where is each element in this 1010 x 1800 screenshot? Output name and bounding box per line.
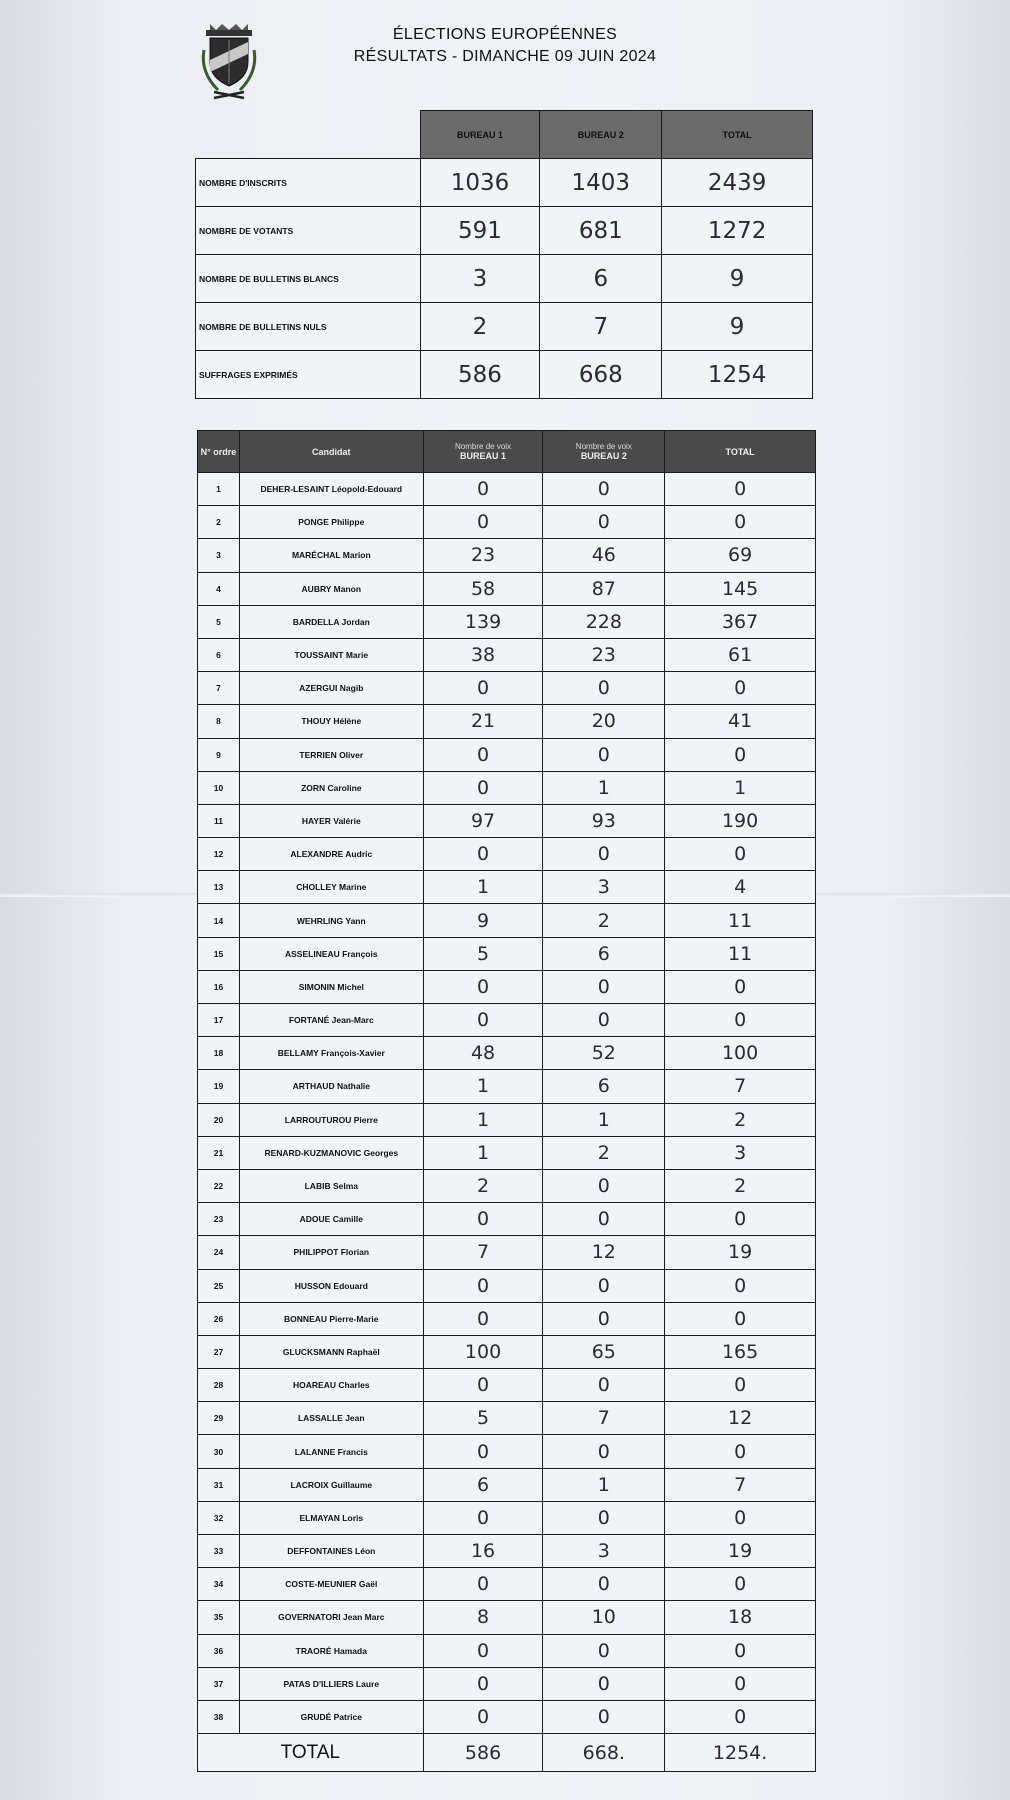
candidate-number: 15	[198, 937, 240, 970]
candidate-number: 3	[198, 539, 240, 572]
votes-b2: 3	[543, 871, 665, 904]
col-votes-total: TOTAL	[665, 431, 816, 473]
votes-b1: 21	[423, 705, 543, 738]
candidate-row	[198, 1335, 816, 1368]
votes-b2: 2	[543, 904, 665, 937]
votes-b1: 0	[423, 1568, 543, 1601]
votes-total: 1	[665, 771, 816, 804]
summary-b1: 586	[420, 351, 540, 399]
votes-b2: 0	[543, 1501, 665, 1534]
votes-b2: 0	[543, 1435, 665, 1468]
col-bureau-1: BUREAU 1	[420, 111, 540, 159]
candidate-row	[198, 506, 816, 539]
candidate-number: 34	[198, 1568, 240, 1601]
votes-b2-label: BUREAU 2	[580, 451, 627, 461]
candidate-number: 33	[198, 1535, 240, 1568]
votes-b1: 5	[423, 1402, 543, 1435]
votes-b2: 52	[543, 1037, 665, 1070]
candidate-number: 35	[198, 1601, 240, 1634]
summary-total: 2439	[662, 159, 813, 207]
candidate-row	[198, 672, 816, 705]
candidate-row	[198, 1435, 816, 1468]
candidate-number: 2	[198, 506, 240, 539]
votes-label: Nombre de voix	[575, 442, 632, 451]
votes-b2: 0	[543, 1169, 665, 1202]
votes-total: 0	[665, 1004, 816, 1037]
candidate-number: 6	[198, 638, 240, 671]
votes-total: 61	[665, 638, 816, 671]
votes-b2: 20	[543, 705, 665, 738]
document-title: ÉLECTIONS EUROPÉENNES	[392, 26, 618, 43]
total-label: TOTAL	[198, 1734, 424, 1772]
votes-b1: 0	[423, 1269, 543, 1302]
votes-b1: 58	[423, 572, 543, 605]
candidate-row	[198, 1136, 816, 1169]
candidate-row	[198, 904, 816, 937]
votes-total: 0	[665, 1667, 816, 1700]
votes-b1: 0	[423, 738, 543, 771]
votes-total: 0	[665, 506, 816, 539]
candidate-row	[198, 705, 816, 738]
candidate-results-table	[197, 430, 816, 1772]
summary-total: 9	[662, 255, 813, 303]
candidate-name: SIMONIN Michel	[239, 970, 423, 1003]
candidate-row	[198, 1236, 816, 1269]
candidate-number: 32	[198, 1501, 240, 1534]
votes-label: Nombre de voix	[455, 442, 512, 451]
votes-b1: 0	[423, 1501, 543, 1534]
candidate-name: PHILIPPOT Florian	[239, 1236, 423, 1269]
candidate-name: MARÉCHAL Marion	[239, 539, 423, 572]
candidate-name: LARROUTUROU Pierre	[239, 1103, 423, 1136]
votes-b2: 46	[543, 539, 665, 572]
candidate-number: 8	[198, 705, 240, 738]
candidate-number: 14	[198, 904, 240, 937]
candidate-number: 37	[198, 1667, 240, 1700]
votes-b2: 6	[543, 937, 665, 970]
candidate-number: 30	[198, 1435, 240, 1468]
summary-row	[196, 351, 813, 399]
candidate-name: WEHRLING Yann	[239, 904, 423, 937]
votes-total: 0	[665, 1568, 816, 1601]
votes-total: 165	[665, 1335, 816, 1368]
candidate-name: DEHER-LESAINT Léopold-Edouard	[239, 473, 423, 506]
candidate-row	[198, 1070, 816, 1103]
candidate-name: AZERGUI Nagib	[239, 672, 423, 705]
candidate-number: 12	[198, 838, 240, 871]
candidate-name: DEFFONTAINES Léon	[239, 1535, 423, 1568]
votes-b2: 0	[543, 1634, 665, 1667]
candidate-name: COSTE-MEUNIER Gaël	[239, 1568, 423, 1601]
votes-total: 12	[665, 1402, 816, 1435]
votes-b2: 0	[543, 838, 665, 871]
votes-total: 0	[665, 1269, 816, 1302]
candidate-name: AUBRY Manon	[239, 572, 423, 605]
votes-total: 145	[665, 572, 816, 605]
candidate-row	[198, 838, 816, 871]
summary-b2: 6	[540, 255, 662, 303]
votes-b1: 8	[423, 1601, 543, 1634]
votes-total: 0	[665, 1501, 816, 1534]
candidate-number: 18	[198, 1037, 240, 1070]
candidate-number: 21	[198, 1136, 240, 1169]
votes-b2: 0	[543, 1700, 665, 1733]
candidate-row	[198, 539, 816, 572]
candidate-name: HUSSON Edouard	[239, 1269, 423, 1302]
summary-total: 1272	[662, 207, 813, 255]
candidate-number: 22	[198, 1169, 240, 1202]
votes-b2: 0	[543, 1369, 665, 1402]
summary-row	[196, 159, 813, 207]
candidate-number: 28	[198, 1369, 240, 1402]
candidate-name: BONNEAU Pierre-Marie	[239, 1302, 423, 1335]
votes-b2: 2	[543, 1136, 665, 1169]
votes-b1: 0	[423, 1435, 543, 1468]
votes-b1: 23	[423, 539, 543, 572]
candidate-name: TRAORÉ Hamada	[239, 1634, 423, 1667]
candidate-row	[198, 970, 816, 1003]
votes-b2: 23	[543, 638, 665, 671]
summary-b1: 591	[420, 207, 540, 255]
candidate-number: 17	[198, 1004, 240, 1037]
candidate-row	[198, 1037, 816, 1070]
votes-total: 11	[665, 937, 816, 970]
candidate-row	[198, 804, 816, 837]
votes-b1: 0	[423, 1700, 543, 1733]
votes-b1: 16	[423, 1535, 543, 1568]
votes-b1: 7	[423, 1236, 543, 1269]
candidate-name: TOUSSAINT Marie	[239, 638, 423, 671]
candidate-number: 23	[198, 1203, 240, 1236]
votes-total: 100	[665, 1037, 816, 1070]
summary-label: NOMBRE D'INSCRITS	[196, 159, 421, 207]
votes-b1: 0	[423, 1004, 543, 1037]
summary-label: NOMBRE DE BULLETINS NULS	[196, 303, 421, 351]
candidate-number: 16	[198, 970, 240, 1003]
candidate-number: 36	[198, 1634, 240, 1667]
candidate-number: 25	[198, 1269, 240, 1302]
document-subtitle: RÉSULTATS - DIMANCHE 09 JUIN 2024	[353, 48, 657, 65]
col-votes-b2	[543, 431, 665, 473]
candidate-name: RENARD-KUZMANOVIC Georges	[239, 1136, 423, 1169]
candidate-row	[198, 1169, 816, 1202]
candidate-row	[198, 1568, 816, 1601]
candidate-row	[198, 871, 816, 904]
votes-b2: 7	[543, 1402, 665, 1435]
candidate-row	[198, 1302, 816, 1335]
candidate-number: 13	[198, 871, 240, 904]
summary-table	[195, 110, 813, 399]
summary-b1: 1036	[420, 159, 540, 207]
votes-total: 19	[665, 1535, 816, 1568]
votes-b1: 0	[423, 771, 543, 804]
votes-b2: 12	[543, 1236, 665, 1269]
votes-b1: 6	[423, 1468, 543, 1501]
votes-b1: 48	[423, 1037, 543, 1070]
votes-total: 0	[665, 1302, 816, 1335]
candidate-row	[198, 473, 816, 506]
votes-total: 367	[665, 605, 816, 638]
votes-b2: 0	[543, 970, 665, 1003]
votes-total: 0	[665, 738, 816, 771]
votes-b1: 9	[423, 904, 543, 937]
summary-b2: 7	[540, 303, 662, 351]
votes-b2: 0	[543, 1269, 665, 1302]
votes-b2: 0	[543, 738, 665, 771]
votes-total: 7	[665, 1070, 816, 1103]
votes-b2: 0	[543, 1302, 665, 1335]
votes-total: 0	[665, 838, 816, 871]
votes-total: 0	[665, 1634, 816, 1667]
candidate-row	[198, 1402, 816, 1435]
candidate-number: 1	[198, 473, 240, 506]
votes-total: 2	[665, 1169, 816, 1202]
votes-total: 18	[665, 1601, 816, 1634]
votes-b1: 0	[423, 1203, 543, 1236]
candidate-number: 9	[198, 738, 240, 771]
votes-b1: 97	[423, 804, 543, 837]
votes-total: 0	[665, 672, 816, 705]
candidate-number: 27	[198, 1335, 240, 1368]
candidate-number: 7	[198, 672, 240, 705]
candidate-number: 4	[198, 572, 240, 605]
candidate-row	[198, 1501, 816, 1534]
col-ordre: N° ordre	[198, 431, 240, 473]
votes-total: 190	[665, 804, 816, 837]
candidate-name: LABIB Selma	[239, 1169, 423, 1202]
votes-total: 4	[665, 871, 816, 904]
candidate-name: THOUY Hélène	[239, 705, 423, 738]
votes-b1: 0	[423, 1667, 543, 1700]
candidate-row	[198, 1203, 816, 1236]
candidate-number: 31	[198, 1468, 240, 1501]
candidate-row	[198, 572, 816, 605]
results-body	[198, 473, 816, 1734]
candidate-name: HOAREAU Charles	[239, 1369, 423, 1402]
candidate-name: GRUDÉ Patrice	[239, 1700, 423, 1733]
candidate-name: HAYER Valérie	[239, 804, 423, 837]
col-bureau-2: BUREAU 2	[540, 111, 662, 159]
votes-total: 0	[665, 1435, 816, 1468]
col-total: TOTAL	[662, 111, 813, 159]
candidate-name: ASSELINEAU François	[239, 937, 423, 970]
candidate-name: BELLAMY François-Xavier	[239, 1037, 423, 1070]
votes-b2: 1	[543, 771, 665, 804]
summary-label: NOMBRE DE BULLETINS BLANCS	[196, 255, 421, 303]
votes-b1: 0	[423, 1369, 543, 1402]
col-candidat: Candidat	[239, 431, 423, 473]
candidate-row	[198, 605, 816, 638]
votes-total: 11	[665, 904, 816, 937]
votes-b1: 0	[423, 838, 543, 871]
votes-b2: 0	[543, 1667, 665, 1700]
votes-b2: 0	[543, 1203, 665, 1236]
candidate-number: 11	[198, 804, 240, 837]
votes-b2: 0	[543, 672, 665, 705]
votes-b1: 1	[423, 1136, 543, 1169]
votes-b2: 93	[543, 804, 665, 837]
candidate-row	[198, 1601, 816, 1634]
candidate-number: 29	[198, 1402, 240, 1435]
candidate-row	[198, 1700, 816, 1733]
candidate-name: ELMAYAN Loris	[239, 1501, 423, 1534]
candidate-name: PONGE Philippe	[239, 506, 423, 539]
votes-total: 3	[665, 1136, 816, 1169]
summary-b1: 2	[420, 303, 540, 351]
candidate-number: 5	[198, 605, 240, 638]
votes-total: 19	[665, 1236, 816, 1269]
total-b1: 586	[423, 1734, 543, 1772]
candidate-row	[198, 771, 816, 804]
summary-row	[196, 255, 813, 303]
candidate-number: 24	[198, 1236, 240, 1269]
summary-b1: 3	[420, 255, 540, 303]
votes-total: 0	[665, 473, 816, 506]
votes-b1: 5	[423, 937, 543, 970]
candidate-number: 19	[198, 1070, 240, 1103]
votes-b2: 3	[543, 1535, 665, 1568]
votes-total: 0	[665, 970, 816, 1003]
votes-total: 41	[665, 705, 816, 738]
col-votes-b1	[423, 431, 543, 473]
votes-b2: 0	[543, 1568, 665, 1601]
votes-b1: 0	[423, 1634, 543, 1667]
votes-b2: 1	[543, 1468, 665, 1501]
candidate-number: 10	[198, 771, 240, 804]
votes-total: 69	[665, 539, 816, 572]
votes-b1: 1	[423, 871, 543, 904]
votes-total: 7	[665, 1468, 816, 1501]
summary-b2: 1403	[540, 159, 662, 207]
votes-b1: 139	[423, 605, 543, 638]
summary-header-row	[196, 111, 813, 159]
candidate-row	[198, 738, 816, 771]
candidate-name: TERRIEN Oliver	[239, 738, 423, 771]
votes-b1: 0	[423, 506, 543, 539]
candidate-name: ALEXANDRE Audric	[239, 838, 423, 871]
candidate-row	[198, 1369, 816, 1402]
votes-b2: 0	[543, 1004, 665, 1037]
candidate-name: ADOUE Camille	[239, 1203, 423, 1236]
votes-b1: 100	[423, 1335, 543, 1368]
summary-label: SUFFRAGES EXPRIMÉS	[196, 351, 421, 399]
votes-b2: 10	[543, 1601, 665, 1634]
votes-b2: 6	[543, 1070, 665, 1103]
candidate-name: ARTHAUD Nathalie	[239, 1070, 423, 1103]
candidate-name: BARDELLA Jordan	[239, 605, 423, 638]
candidate-name: ZORN Caroline	[239, 771, 423, 804]
candidate-row	[198, 1468, 816, 1501]
summary-total: 9	[662, 303, 813, 351]
votes-b1: 0	[423, 970, 543, 1003]
candidate-name: GLUCKSMANN Raphaël	[239, 1335, 423, 1368]
candidate-number: 26	[198, 1302, 240, 1335]
candidate-row	[198, 1004, 816, 1037]
candidate-name: CHOLLEY Marine	[239, 871, 423, 904]
results-header-row	[198, 431, 816, 473]
votes-b1-label: BUREAU 1	[460, 451, 507, 461]
candidate-name: LALANNE Francis	[239, 1435, 423, 1468]
summary-b2: 668	[540, 351, 662, 399]
candidate-number: 20	[198, 1103, 240, 1136]
candidate-row	[198, 937, 816, 970]
votes-b2: 0	[543, 473, 665, 506]
votes-total: 0	[665, 1369, 816, 1402]
candidate-name: PATAS D'ILLIERS Laure	[239, 1667, 423, 1700]
total-total: 1254.	[665, 1734, 816, 1772]
candidate-row	[198, 1667, 816, 1700]
total-b2: 668.	[543, 1734, 665, 1772]
votes-b2: 87	[543, 572, 665, 605]
results-total-row	[198, 1734, 816, 1772]
summary-row	[196, 207, 813, 255]
summary-row	[196, 303, 813, 351]
candidate-name: LACROIX Guillaume	[239, 1468, 423, 1501]
candidate-row	[198, 1103, 816, 1136]
votes-b1: 0	[423, 672, 543, 705]
votes-total: 2	[665, 1103, 816, 1136]
votes-b2: 1	[543, 1103, 665, 1136]
candidate-name: LASSALLE Jean	[239, 1402, 423, 1435]
votes-b2: 0	[543, 506, 665, 539]
votes-b1: 1	[423, 1070, 543, 1103]
candidate-row	[198, 1535, 816, 1568]
candidate-name: FORTANÉ Jean-Marc	[239, 1004, 423, 1037]
candidate-name: GOVERNATORI Jean Marc	[239, 1601, 423, 1634]
summary-label: NOMBRE DE VOTANTS	[196, 207, 421, 255]
summary-total: 1254	[662, 351, 813, 399]
votes-b1: 1	[423, 1103, 543, 1136]
votes-b1: 38	[423, 638, 543, 671]
candidate-row	[198, 1634, 816, 1667]
summary-b2: 681	[540, 207, 662, 255]
votes-b1: 0	[423, 473, 543, 506]
votes-b2: 228	[543, 605, 665, 638]
votes-total: 0	[665, 1700, 816, 1733]
candidate-number: 38	[198, 1700, 240, 1733]
votes-b1: 2	[423, 1169, 543, 1202]
votes-b1: 0	[423, 1302, 543, 1335]
votes-total: 0	[665, 1203, 816, 1236]
candidate-row	[198, 638, 816, 671]
votes-b2: 65	[543, 1335, 665, 1368]
candidate-row	[198, 1269, 816, 1302]
